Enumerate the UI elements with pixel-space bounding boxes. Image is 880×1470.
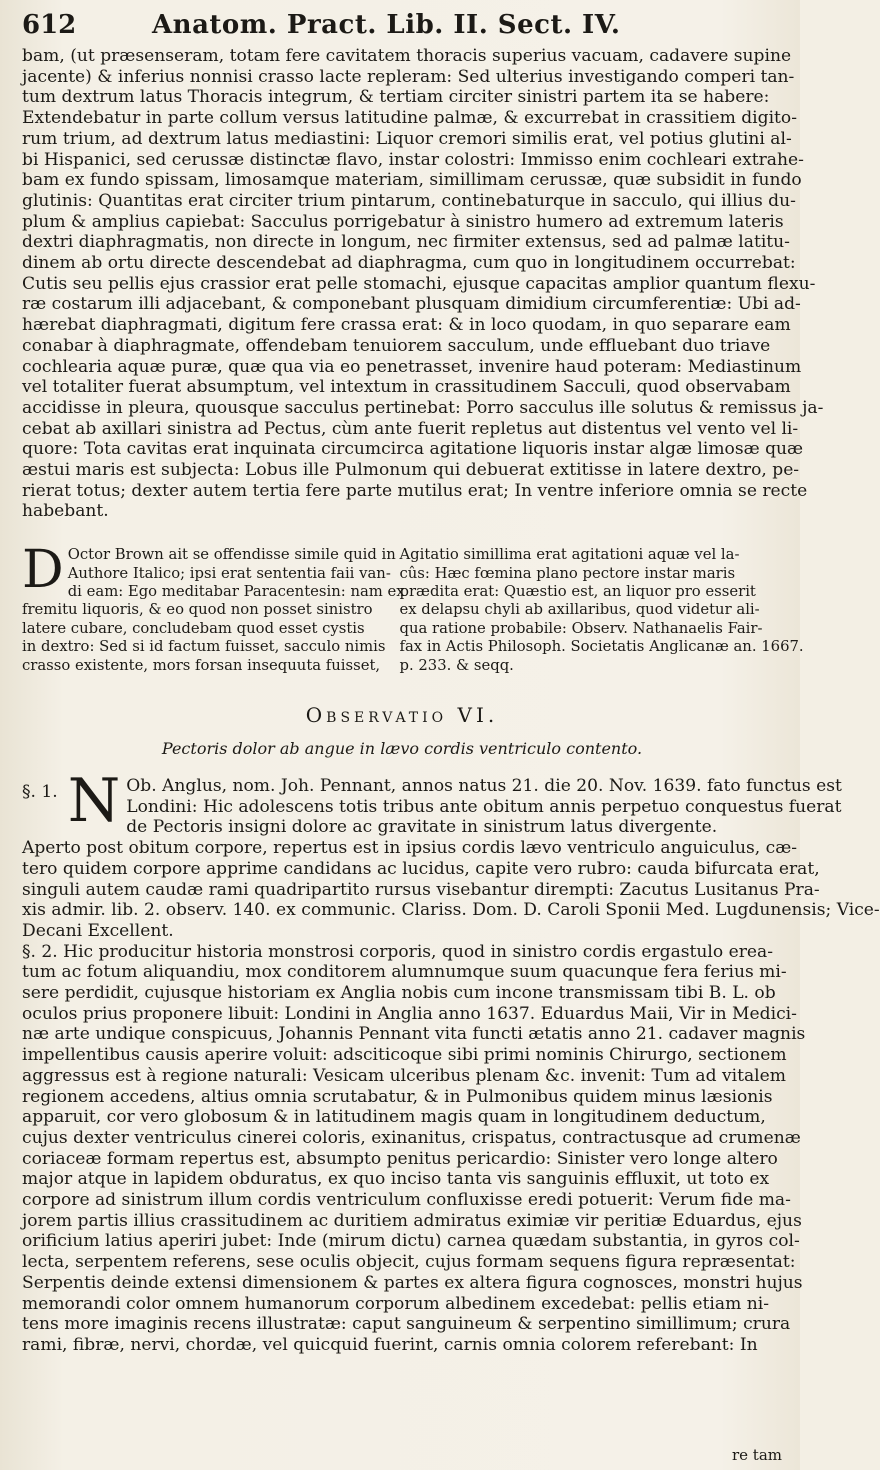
text-line: habebant. — [22, 501, 109, 522]
scholia-right-column — [399, 546, 803, 675]
text-line: oculos prius proponere libuit: Londini in Anglia anno 1637. Eduardus Maii, Vir in Medici- — [22, 1003, 797, 1024]
text-line: tum dextrum latus Thoracis integrum, & tertiam circiter sinistri partem ita se habere: — [22, 87, 770, 108]
page-number: 612 — [22, 10, 77, 40]
text-line: tum ac fotum aliquandiu, mox conditorem alumnumque suum quacunque fera ferius mi- — [22, 962, 787, 983]
text-line: glutinis: Quantitas erat circiter trium pintarum, continebaturque in sacculo, qui illius du- — [22, 190, 796, 211]
section-2 — [22, 941, 806, 1356]
text-line: tens more imaginis recens illustratæ: caput sanguineum & serpentino simillimum; crura — [22, 1314, 791, 1335]
scholia-line: latere cubare, concludebam quod esset cystis — [22, 619, 365, 637]
scholia-line: fax in Actis Philosoph. Societatis Anglicanæ an. 1667. — [399, 638, 804, 656]
text-line: vel totaliter fuerat absumptum, vel intextum in crassitudinem Sacculi, quod observabam — [22, 377, 791, 398]
text-line: rum trium, ad dextrum latus mediastini: Liquor cremori similis erat, vel potius glutini al- — [22, 128, 792, 149]
page-header — [22, 10, 782, 46]
text-line: aggressus est à regione naturali: Vesicam ulceribus plenam &c. invenit: Tum ad vitalem — [22, 1065, 786, 1086]
text-line: §. 2. Hic producitur historia monstrosi corporis, quod in sinistro cordis ergastulo erea- — [22, 941, 773, 962]
scholia-line: Agitatio simillima erat agitationi aquæ vel la- — [399, 546, 740, 564]
text-line: Decani Excellent. — [22, 920, 174, 941]
scholia-block — [22, 540, 804, 675]
scholia-line: cûs: Hæc fœmina plano pectore instar maris — [399, 564, 736, 582]
text-line: memorandi color omnem humanorum corporum albedinem excedebat: pellis etiam ni- — [22, 1293, 769, 1314]
text-line: cochlearia aquæ puræ, quæ qua via eo penetrasset, invenire haud poteram: Mediastinum — [22, 356, 802, 377]
text-line: hærebat diaphragmati, digitum fere crassa erat: & in loco quodam, in quo separare eam — [22, 315, 791, 336]
text-line: æstui maris est subjecta: Lobus ille Pulmonum qui debuerat extitisse in latere dextro, pe- — [22, 460, 800, 481]
text-line: regionem accedens, altius omnia scrutabatur, & in Pulmonibus quidem minus læsionis — [22, 1086, 773, 1107]
catchword: re tam — [731, 1446, 782, 1464]
text-line: dinem ab ortu directe descendebat ad diaphragma, cum quo in longitudinem occurrebat: — [22, 253, 796, 274]
text-line: coriaceæ formam repertus est, absumpto penitus pericardio: Sinister vero longe altero — [22, 1148, 778, 1169]
text-line: dextri diaphragmatis, non directe in longum, nec firmiter extensus, sed ad palmæ latitu- — [22, 232, 790, 253]
scholia-line: qua ratione probabile: Observ. Nathanaelis Fair- — [399, 619, 763, 637]
text-line: rierat totus; dexter autem tertia fere parte mutilus erat; In ventre inferiore omnia se recte — [22, 480, 808, 501]
text-line: bam ex fundo spissam, limosamque materiam, simillimam cerussæ, quæ subsidit in fundo — [22, 170, 802, 191]
scholia-left-column — [22, 540, 405, 675]
text-line: xis admir. lib. 2. observ. 140. ex communic. Clariss. Dom. D. Caroli Sponii Med. Lugdunensis; Vice- — [22, 900, 880, 921]
text-line: Ob. Anglus, nom. Joh. Pennant, annos natus 21. die 20. Nov. 1639. fato functus est — [126, 776, 842, 797]
text-line: Extendebatur in parte collum versus latitudine palmæ, & excurrebat in crassitiem digito- — [22, 108, 797, 129]
text-line: cebat ab axillari sinistra ad Pectus, cùm ante fuerit repletus aut distentus vel vento vel li- — [22, 418, 799, 439]
text-line: apparuit, cor vero globosum & in latitudinem magis quam in longitudinem deductum, — [22, 1107, 766, 1128]
text-line: impellentibus causis aperire voluit: adsciticoque sibi primi nominis Chirurgo, sectionem — [22, 1045, 787, 1066]
scholia-line: p. 233. & seqq. — [399, 656, 514, 674]
scholia-line: Authore Italico; ipsi erat sententia faii van- — [67, 564, 391, 582]
text-line: orificium latius aperiri jubet: Inde (mirum dictu) carnea quædam substantia, in gyros col- — [22, 1231, 800, 1252]
text-line: Cutis seu pellis ejus crassior erat pelle stomachi, ejusque capacitas amplior quantum flexu- — [22, 273, 816, 294]
main-paragraph — [22, 46, 824, 522]
text-line: Londini: Hic adolescens totis tribus ante obitum annis perpetuo conquestus fuerat — [126, 796, 842, 817]
scholia-line: in dextro: Sed si id factum fuisset, sacculo nimis — [22, 638, 386, 656]
section-1 — [22, 766, 880, 942]
text-line: major atque in lapidem obduratus, ex quo inciso tanta vis sanguinis effluxit, ut toto ex — [22, 1169, 770, 1190]
scholia-line: fremitu liquoris, & eo quod non posset sinistro — [22, 601, 373, 619]
text-line: cujus dexter ventriculus cinerei coloris, exinanitus, crispatus, contractusque ad crumenæ — [22, 1127, 801, 1148]
scholia-line: di eam: Ego meditabar Paracentesin: nam ex — [67, 582, 405, 600]
text-line: Serpentis deinde extensi dimensionem & partes ex altera figura cognosces, monstri hujus — [22, 1272, 803, 1293]
text-line: lecta, serpentem referens, sese oculis objecit, cujus formam sequens figura repræsentat: — [22, 1252, 796, 1273]
observation-title: Observatio VI. — [305, 703, 499, 728]
text-line: bam, (ut præsenseram, totam fere cavitatem thoracis superius vacuam, cadavere supine — [22, 46, 792, 66]
text-line: jacente) & inferius nonnisi crasso lacte repleram: Sed ulterius investigando comperi tan- — [22, 66, 795, 87]
scholia-line: Octor Brown ait se offendisse simile quid in — [67, 546, 396, 564]
text-line: de Pectoris insigni dolore ac gravitate in sinistrum latus divergente. — [126, 817, 718, 838]
section-1-dropcap: N — [67, 766, 121, 837]
text-line: bi Hispanici, sed cerussæ distinctæ flavo, instar colostri: Immisso enim cochleari extrahe- — [22, 149, 804, 170]
text-line: jorem partis illius crassitudinem ac duritiem admiratus eximiæ vir peritiæ Eduardus, ejus — [22, 1210, 802, 1231]
text-line: singuli autem caudæ rami quadripartito rursus visebantur dirempti: Zacutus Lusitanus Pra- — [22, 879, 820, 900]
section-1-mark: §. 1. — [22, 782, 58, 803]
text-line: plum & amplius capiebat: Sacculus porrigebatur à sinistro humero ad extremum lateris — [22, 211, 784, 232]
text-line: accidisse in pleura, quousque sacculus pertinebat: Porro sacculus ille solutus & remissus ja- — [22, 397, 824, 418]
running-head: Anatom. Pract. Lib. II. Sect. IV. — [152, 10, 621, 40]
scholia-line: ex delapsu chyli ab axillaribus, quod videtur ali- — [399, 601, 760, 619]
text-line: tero quidem corpore apprime candidans ac lucidus, capite vero rubro: cauda bifurcata erat, — [22, 858, 820, 879]
text-line: conabar à diaphragmate, offendebam tenuiorem sacculum, unde effluebant duo triave — [22, 335, 771, 356]
scholia-line: prædita erat: Quæstio est, an liquor pro esserit — [399, 582, 756, 600]
text-line: corpore ad sinistrum illum cordis ventriculum confluxisse eredi potuerit: Verum fide ma- — [22, 1190, 791, 1211]
text-line: quore: Tota cavitas erat inquinata circumcirca agitatione liquoris instar algæ limosæ quæ — [22, 439, 804, 460]
scholia-dropcap: D — [22, 540, 64, 601]
text-line: næ arte undique conspicuus, Johannis Pennant vita functi ætatis anno 21. cadaver magnis — [22, 1024, 806, 1045]
observation-subtitle: Pectoris dolor ab angue in lævo cordis ventriculo contento. — [161, 739, 643, 759]
text-line: Aperto post obitum corpore, repertus est in ipsius cordis lævo ventriculo anguiculus, cæ- — [22, 838, 798, 859]
scholia-line: crasso existente, mors forsan insequuta fuisset, — [22, 656, 381, 674]
text-line: sere perdidit, cujusque historiam ex Anglia nobis cum incone transmissam tibi B. L. ob — [22, 983, 776, 1004]
text-line: rami, fibræ, nervi, chordæ, vel quicquid fuerint, carnis omnia colorem referebant: In — [22, 1335, 758, 1355]
text-line: ræ costarum illi adjacebant, & componebant plusquam dimidium circumferentiæ: Ubi ad- — [22, 294, 801, 315]
